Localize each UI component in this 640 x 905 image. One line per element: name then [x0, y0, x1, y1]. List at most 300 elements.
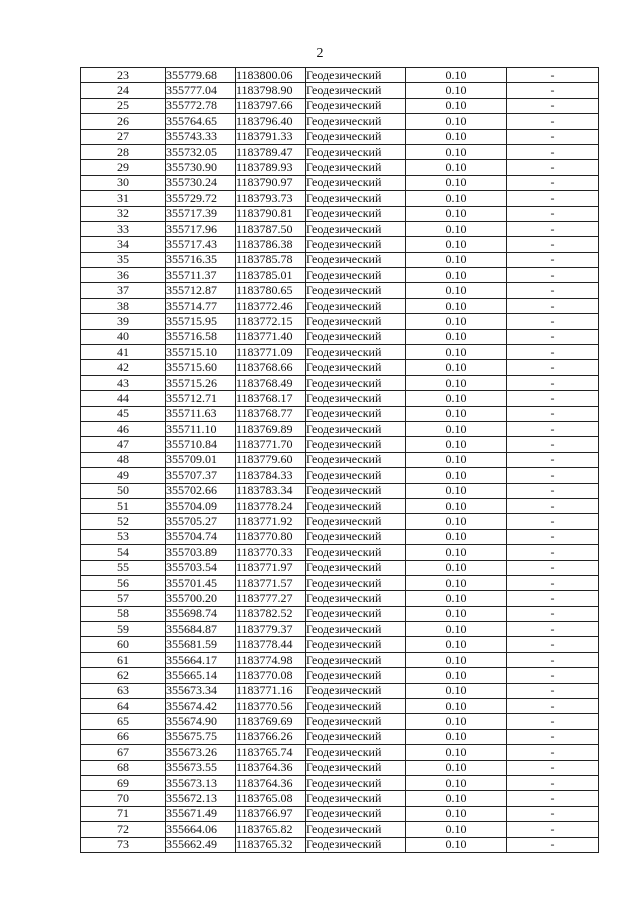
coordinate-y-cell: 1183789.47 — [236, 144, 306, 159]
coordinate-y-cell: 1183772.46 — [236, 298, 306, 313]
point-number-cell: 50 — [81, 483, 166, 498]
note-value-cell: - — [507, 606, 599, 621]
coordinate-x-cell: 355710.84 — [166, 437, 236, 452]
accuracy-value-cell: 0.10 — [406, 637, 507, 652]
table-row — [81, 391, 599, 406]
table-row — [81, 468, 599, 483]
note-value-cell: - — [507, 144, 599, 159]
table-row — [81, 437, 599, 452]
coordinate-x-cell: 355743.33 — [166, 129, 236, 144]
coordinates-table-body — [81, 68, 599, 853]
coordinate-x-cell: 355772.78 — [166, 98, 236, 113]
coordinate-y-cell: 1183771.92 — [236, 514, 306, 529]
accuracy-value-cell: 0.10 — [406, 314, 507, 329]
determination-method-cell: Геодезический — [306, 345, 406, 360]
determination-method-cell: Геодезический — [306, 529, 406, 544]
table-row — [81, 545, 599, 560]
coordinate-x-cell: 355715.26 — [166, 375, 236, 390]
note-value-cell: - — [507, 822, 599, 837]
accuracy-value-cell: 0.10 — [406, 745, 507, 760]
accuracy-value-cell: 0.10 — [406, 437, 507, 452]
accuracy-value-cell: 0.10 — [406, 545, 507, 560]
table-row — [81, 560, 599, 575]
determination-method-cell: Геодезический — [306, 514, 406, 529]
accuracy-value-cell: 0.10 — [406, 360, 507, 375]
determination-method-cell: Геодезический — [306, 498, 406, 513]
note-value-cell: - — [507, 498, 599, 513]
coordinate-x-cell: 355711.37 — [166, 268, 236, 283]
table-row — [81, 160, 599, 175]
determination-method-cell: Геодезический — [306, 668, 406, 683]
coordinate-x-cell: 355684.87 — [166, 622, 236, 637]
coordinate-x-cell: 355729.72 — [166, 191, 236, 206]
determination-method-cell: Геодезический — [306, 806, 406, 821]
point-number-cell: 60 — [81, 637, 166, 652]
determination-method-cell: Геодезический — [306, 437, 406, 452]
point-number-cell: 27 — [81, 129, 166, 144]
coordinate-y-cell: 1183779.37 — [236, 622, 306, 637]
coordinate-y-cell: 1183785.78 — [236, 252, 306, 267]
coordinate-x-cell: 355715.60 — [166, 360, 236, 375]
note-value-cell: - — [507, 806, 599, 821]
point-number-cell: 33 — [81, 221, 166, 236]
coordinate-x-cell: 355712.87 — [166, 283, 236, 298]
coordinate-y-cell: 1183766.97 — [236, 806, 306, 821]
point-number-cell: 35 — [81, 252, 166, 267]
coordinate-y-cell: 1183780.65 — [236, 283, 306, 298]
note-value-cell: - — [507, 652, 599, 667]
note-value-cell: - — [507, 175, 599, 190]
coordinate-y-cell: 1183790.81 — [236, 206, 306, 221]
table-row — [81, 699, 599, 714]
coordinate-y-cell: 1183774.98 — [236, 652, 306, 667]
table-row — [81, 175, 599, 190]
coordinate-x-cell: 355665.14 — [166, 668, 236, 683]
table-row — [81, 329, 599, 344]
coordinate-x-cell: 355777.04 — [166, 83, 236, 98]
note-value-cell: - — [507, 575, 599, 590]
coordinate-x-cell: 355701.45 — [166, 575, 236, 590]
accuracy-value-cell: 0.10 — [406, 652, 507, 667]
accuracy-value-cell: 0.10 — [406, 83, 507, 98]
determination-method-cell: Геодезический — [306, 606, 406, 621]
coordinate-x-cell: 355712.71 — [166, 391, 236, 406]
coordinate-x-cell: 355779.68 — [166, 68, 236, 83]
note-value-cell: - — [507, 791, 599, 806]
accuracy-value-cell: 0.10 — [406, 806, 507, 821]
table-row — [81, 791, 599, 806]
coordinate-y-cell: 1183768.66 — [236, 360, 306, 375]
determination-method-cell: Геодезический — [306, 329, 406, 344]
note-value-cell: - — [507, 837, 599, 852]
determination-method-cell: Геодезический — [306, 837, 406, 852]
point-number-cell: 64 — [81, 699, 166, 714]
table-row — [81, 237, 599, 252]
note-value-cell: - — [507, 514, 599, 529]
coordinate-y-cell: 1183789.93 — [236, 160, 306, 175]
point-number-cell: 70 — [81, 791, 166, 806]
determination-method-cell: Геодезический — [306, 283, 406, 298]
coordinate-x-cell: 355703.89 — [166, 545, 236, 560]
table-row — [81, 637, 599, 652]
point-number-cell: 55 — [81, 560, 166, 575]
determination-method-cell: Геодезический — [306, 683, 406, 698]
determination-method-cell: Геодезический — [306, 175, 406, 190]
coordinate-y-cell: 1183791.33 — [236, 129, 306, 144]
coordinate-x-cell: 355662.49 — [166, 837, 236, 852]
note-value-cell: - — [507, 760, 599, 775]
accuracy-value-cell: 0.10 — [406, 391, 507, 406]
table-row — [81, 729, 599, 744]
determination-method-cell: Геодезический — [306, 406, 406, 421]
coordinates-table — [80, 67, 599, 853]
accuracy-value-cell: 0.10 — [406, 406, 507, 421]
note-value-cell: - — [507, 268, 599, 283]
point-number-cell: 56 — [81, 575, 166, 590]
table-row — [81, 298, 599, 313]
accuracy-value-cell: 0.10 — [406, 345, 507, 360]
coordinate-x-cell: 355717.43 — [166, 237, 236, 252]
determination-method-cell: Геодезический — [306, 745, 406, 760]
determination-method-cell: Геодезический — [306, 98, 406, 113]
determination-method-cell: Геодезический — [306, 160, 406, 175]
coordinate-y-cell: 1183770.08 — [236, 668, 306, 683]
table-row — [81, 268, 599, 283]
table-row — [81, 822, 599, 837]
note-value-cell: - — [507, 360, 599, 375]
coordinate-x-cell: 355715.95 — [166, 314, 236, 329]
coordinate-x-cell: 355673.34 — [166, 683, 236, 698]
accuracy-value-cell: 0.10 — [406, 668, 507, 683]
coordinate-x-cell: 355714.77 — [166, 298, 236, 313]
coordinate-y-cell: 1183790.97 — [236, 175, 306, 190]
determination-method-cell: Геодезический — [306, 206, 406, 221]
table-row — [81, 652, 599, 667]
point-number-cell: 38 — [81, 298, 166, 313]
point-number-cell: 66 — [81, 729, 166, 744]
determination-method-cell: Геодезический — [306, 114, 406, 129]
point-number-cell: 43 — [81, 375, 166, 390]
point-number-cell: 40 — [81, 329, 166, 344]
note-value-cell: - — [507, 345, 599, 360]
determination-method-cell: Геодезический — [306, 314, 406, 329]
coordinate-y-cell: 1183768.17 — [236, 391, 306, 406]
note-value-cell: - — [507, 114, 599, 129]
coordinate-x-cell: 355664.17 — [166, 652, 236, 667]
note-value-cell: - — [507, 83, 599, 98]
note-value-cell: - — [507, 206, 599, 221]
table-row — [81, 206, 599, 221]
accuracy-value-cell: 0.10 — [406, 775, 507, 790]
coordinate-y-cell: 1183771.09 — [236, 345, 306, 360]
coordinate-y-cell: 1183777.27 — [236, 591, 306, 606]
point-number-cell: 68 — [81, 760, 166, 775]
note-value-cell: - — [507, 406, 599, 421]
page-number: 2 — [316, 46, 324, 61]
point-number-cell: 34 — [81, 237, 166, 252]
point-number-cell: 48 — [81, 452, 166, 467]
determination-method-cell: Геодезический — [306, 637, 406, 652]
accuracy-value-cell: 0.10 — [406, 683, 507, 698]
point-number-cell: 63 — [81, 683, 166, 698]
coordinate-x-cell: 355704.09 — [166, 498, 236, 513]
coordinate-x-cell: 355711.63 — [166, 406, 236, 421]
point-number-cell: 49 — [81, 468, 166, 483]
coordinate-y-cell: 1183768.77 — [236, 406, 306, 421]
coordinate-y-cell: 1183779.60 — [236, 452, 306, 467]
point-number-cell: 59 — [81, 622, 166, 637]
coordinate-x-cell: 355703.54 — [166, 560, 236, 575]
coordinate-y-cell: 1183771.16 — [236, 683, 306, 698]
determination-method-cell: Геодезический — [306, 483, 406, 498]
determination-method-cell: Геодезический — [306, 68, 406, 83]
coordinate-y-cell: 1183786.38 — [236, 237, 306, 252]
note-value-cell: - — [507, 329, 599, 344]
accuracy-value-cell: 0.10 — [406, 175, 507, 190]
point-number-cell: 45 — [81, 406, 166, 421]
coordinate-x-cell: 355711.10 — [166, 421, 236, 436]
point-number-cell: 62 — [81, 668, 166, 683]
coordinate-y-cell: 1183798.90 — [236, 83, 306, 98]
coordinate-y-cell: 1183778.44 — [236, 637, 306, 652]
coordinate-x-cell: 355681.59 — [166, 637, 236, 652]
determination-method-cell: Геодезический — [306, 560, 406, 575]
point-number-cell: 36 — [81, 268, 166, 283]
table-row — [81, 514, 599, 529]
accuracy-value-cell: 0.10 — [406, 129, 507, 144]
coordinate-y-cell: 1183769.89 — [236, 421, 306, 436]
note-value-cell: - — [507, 191, 599, 206]
table-row — [81, 375, 599, 390]
coordinate-y-cell: 1183769.69 — [236, 714, 306, 729]
accuracy-value-cell: 0.10 — [406, 421, 507, 436]
note-value-cell: - — [507, 237, 599, 252]
coordinate-x-cell: 355672.13 — [166, 791, 236, 806]
accuracy-value-cell: 0.10 — [406, 483, 507, 498]
table-row — [81, 606, 599, 621]
note-value-cell: - — [507, 160, 599, 175]
accuracy-value-cell: 0.10 — [406, 375, 507, 390]
coordinate-y-cell: 1183764.36 — [236, 775, 306, 790]
accuracy-value-cell: 0.10 — [406, 575, 507, 590]
coordinate-y-cell: 1183796.40 — [236, 114, 306, 129]
coordinate-x-cell: 355674.90 — [166, 714, 236, 729]
determination-method-cell: Геодезический — [306, 375, 406, 390]
coordinate-x-cell: 355716.35 — [166, 252, 236, 267]
coordinate-x-cell: 355704.74 — [166, 529, 236, 544]
note-value-cell: - — [507, 545, 599, 560]
coordinate-y-cell: 1183771.70 — [236, 437, 306, 452]
determination-method-cell: Геодезический — [306, 452, 406, 467]
note-value-cell: - — [507, 221, 599, 236]
point-number-cell: 31 — [81, 191, 166, 206]
coordinate-x-cell: 355707.37 — [166, 468, 236, 483]
determination-method-cell: Геодезический — [306, 191, 406, 206]
note-value-cell: - — [507, 729, 599, 744]
note-value-cell: - — [507, 437, 599, 452]
coordinate-y-cell: 1183772.15 — [236, 314, 306, 329]
coordinate-x-cell: 355675.75 — [166, 729, 236, 744]
table-row — [81, 83, 599, 98]
coordinate-x-cell: 355730.24 — [166, 175, 236, 190]
table-row — [81, 714, 599, 729]
determination-method-cell: Геодезический — [306, 268, 406, 283]
determination-method-cell: Геодезический — [306, 775, 406, 790]
accuracy-value-cell: 0.10 — [406, 114, 507, 129]
coordinate-x-cell: 355702.66 — [166, 483, 236, 498]
coordinate-y-cell: 1183793.73 — [236, 191, 306, 206]
point-number-cell: 67 — [81, 745, 166, 760]
determination-method-cell: Геодезический — [306, 652, 406, 667]
note-value-cell: - — [507, 283, 599, 298]
coordinate-y-cell: 1183785.01 — [236, 268, 306, 283]
point-number-cell: 30 — [81, 175, 166, 190]
coordinate-y-cell: 1183770.80 — [236, 529, 306, 544]
point-number-cell: 29 — [81, 160, 166, 175]
coordinate-x-cell: 355673.55 — [166, 760, 236, 775]
point-number-cell: 58 — [81, 606, 166, 621]
accuracy-value-cell: 0.10 — [406, 68, 507, 83]
coordinate-y-cell: 1183800.06 — [236, 68, 306, 83]
determination-method-cell: Геодезический — [306, 360, 406, 375]
coordinate-y-cell: 1183765.08 — [236, 791, 306, 806]
accuracy-value-cell: 0.10 — [406, 529, 507, 544]
note-value-cell: - — [507, 714, 599, 729]
accuracy-value-cell: 0.10 — [406, 729, 507, 744]
point-number-cell: 71 — [81, 806, 166, 821]
accuracy-value-cell: 0.10 — [406, 498, 507, 513]
table-row — [81, 683, 599, 698]
determination-method-cell: Геодезический — [306, 699, 406, 714]
note-value-cell: - — [507, 775, 599, 790]
table-row — [81, 360, 599, 375]
note-value-cell: - — [507, 529, 599, 544]
accuracy-value-cell: 0.10 — [406, 268, 507, 283]
coordinate-y-cell: 1183770.33 — [236, 545, 306, 560]
determination-method-cell: Геодезический — [306, 237, 406, 252]
coordinate-x-cell: 355673.26 — [166, 745, 236, 760]
accuracy-value-cell: 0.10 — [406, 622, 507, 637]
table-row — [81, 775, 599, 790]
note-value-cell: - — [507, 391, 599, 406]
determination-method-cell: Геодезический — [306, 252, 406, 267]
accuracy-value-cell: 0.10 — [406, 206, 507, 221]
coordinate-x-cell: 355732.05 — [166, 144, 236, 159]
table-row — [81, 406, 599, 421]
table-row — [81, 529, 599, 544]
note-value-cell: - — [507, 421, 599, 436]
point-number-cell: 61 — [81, 652, 166, 667]
coordinate-x-cell: 355674.42 — [166, 699, 236, 714]
accuracy-value-cell: 0.10 — [406, 699, 507, 714]
accuracy-value-cell: 0.10 — [406, 98, 507, 113]
table-row — [81, 452, 599, 467]
table-row — [81, 221, 599, 236]
accuracy-value-cell: 0.10 — [406, 298, 507, 313]
point-number-cell: 32 — [81, 206, 166, 221]
determination-method-cell: Геодезический — [306, 822, 406, 837]
determination-method-cell: Геодезический — [306, 144, 406, 159]
coordinate-y-cell: 1183766.26 — [236, 729, 306, 744]
coordinate-x-cell: 355709.01 — [166, 452, 236, 467]
note-value-cell: - — [507, 298, 599, 313]
accuracy-value-cell: 0.10 — [406, 468, 507, 483]
table-row — [81, 483, 599, 498]
determination-method-cell: Геодезический — [306, 421, 406, 436]
coordinate-x-cell: 355698.74 — [166, 606, 236, 621]
point-number-cell: 44 — [81, 391, 166, 406]
table-row — [81, 283, 599, 298]
point-number-cell: 47 — [81, 437, 166, 452]
accuracy-value-cell: 0.10 — [406, 791, 507, 806]
point-number-cell: 23 — [81, 68, 166, 83]
determination-method-cell: Геодезический — [306, 545, 406, 560]
determination-method-cell: Геодезический — [306, 760, 406, 775]
accuracy-value-cell: 0.10 — [406, 160, 507, 175]
table-row — [81, 144, 599, 159]
point-number-cell: 26 — [81, 114, 166, 129]
table-row — [81, 760, 599, 775]
coordinate-x-cell: 355700.20 — [166, 591, 236, 606]
accuracy-value-cell: 0.10 — [406, 329, 507, 344]
determination-method-cell: Геодезический — [306, 791, 406, 806]
determination-method-cell: Геодезический — [306, 575, 406, 590]
point-number-cell: 46 — [81, 421, 166, 436]
note-value-cell: - — [507, 745, 599, 760]
table-row — [81, 745, 599, 760]
determination-method-cell: Геодезический — [306, 221, 406, 236]
determination-method-cell: Геодезический — [306, 298, 406, 313]
table-row — [81, 806, 599, 821]
table-row — [81, 252, 599, 267]
note-value-cell: - — [507, 468, 599, 483]
accuracy-value-cell: 0.10 — [406, 144, 507, 159]
table-row — [81, 575, 599, 590]
coordinate-x-cell: 355715.10 — [166, 345, 236, 360]
accuracy-value-cell: 0.10 — [406, 283, 507, 298]
note-value-cell: - — [507, 560, 599, 575]
accuracy-value-cell: 0.10 — [406, 452, 507, 467]
point-number-cell: 52 — [81, 514, 166, 529]
accuracy-value-cell: 0.10 — [406, 514, 507, 529]
note-value-cell: - — [507, 637, 599, 652]
coordinate-y-cell: 1183771.97 — [236, 560, 306, 575]
table-row — [81, 837, 599, 852]
table-row — [81, 498, 599, 513]
point-number-cell: 69 — [81, 775, 166, 790]
determination-method-cell: Геодезический — [306, 83, 406, 98]
note-value-cell: - — [507, 483, 599, 498]
point-number-cell: 54 — [81, 545, 166, 560]
coordinate-y-cell: 1183770.56 — [236, 699, 306, 714]
table-row — [81, 622, 599, 637]
note-value-cell: - — [507, 375, 599, 390]
point-number-cell: 41 — [81, 345, 166, 360]
coordinate-x-cell: 355716.58 — [166, 329, 236, 344]
note-value-cell: - — [507, 699, 599, 714]
coordinate-y-cell: 1183782.52 — [236, 606, 306, 621]
coordinate-x-cell: 355673.13 — [166, 775, 236, 790]
coordinate-y-cell: 1183765.82 — [236, 822, 306, 837]
note-value-cell: - — [507, 129, 599, 144]
table-row — [81, 421, 599, 436]
table-row — [81, 129, 599, 144]
accuracy-value-cell: 0.10 — [406, 822, 507, 837]
point-number-cell: 72 — [81, 822, 166, 837]
accuracy-value-cell: 0.10 — [406, 714, 507, 729]
coordinate-y-cell: 1183783.34 — [236, 483, 306, 498]
coordinate-y-cell: 1183765.74 — [236, 745, 306, 760]
